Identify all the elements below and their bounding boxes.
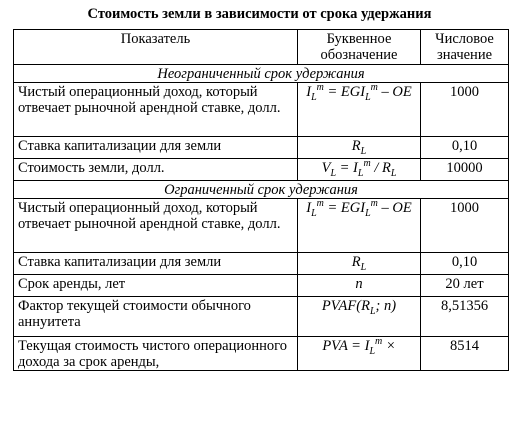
table-row: [14, 83, 509, 137]
row-value: 8514: [421, 337, 509, 371]
section-label: Ограниченный срок удержания: [14, 181, 509, 199]
row-value: 8,51356: [421, 297, 509, 337]
table-row: [14, 297, 509, 337]
row-value: 0,10: [421, 253, 509, 275]
row-formula: $R_L$: [298, 137, 421, 159]
header-value: Числовое значение: [421, 30, 509, 65]
table-row: [14, 137, 509, 159]
row-value: 0,10: [421, 137, 509, 159]
row-indicator: Стоимость земли, долл.: [14, 159, 298, 181]
table-row: [14, 275, 509, 297]
header-symbol: Буквенное обозначение: [298, 30, 421, 65]
row-formula: $I_L^m = EGI_L^m$ – OE: [298, 83, 421, 137]
table-row: [14, 199, 509, 253]
row-indicator: Ставка капитализации для земли: [14, 137, 298, 159]
row-formula: PVA = $I_L^m$ ×: [298, 337, 421, 371]
row-indicator: Ставка капитализации для земли: [14, 253, 298, 275]
row-indicator: Фактор текущей стоимости обычного аннуитета: [14, 297, 298, 337]
row-formula: $I_L^m = EGI_L^m$ – OE: [298, 199, 421, 253]
row-formula: $V_L = I_L^m / R_L$: [298, 159, 421, 181]
row-formula: $PVAF(R_L$; n): [298, 297, 421, 337]
land-value-table: [13, 29, 509, 371]
header-indicator: Показатель: [14, 30, 298, 65]
row-value: 10000: [421, 159, 509, 181]
row-value: 1000: [421, 199, 509, 253]
row-indicator: Чистый операционный доход, который отвечает рыночной арендной ставке, долл.: [14, 83, 298, 137]
table-row: [14, 159, 509, 181]
section-row-limited: [14, 181, 509, 199]
table-row: [14, 337, 509, 371]
table-title: Стоимость земли в зависимости от срока удержания: [87, 6, 432, 22]
table-row: [14, 253, 509, 275]
header-row: [14, 30, 509, 65]
section-row-unlimited: [14, 65, 509, 83]
row-value: 20 лет: [421, 275, 509, 297]
row-indicator: Срок аренды, лет: [14, 275, 298, 297]
row-value: 1000: [421, 83, 509, 137]
row-indicator: Чистый операционный доход, который отвечает рыночной арендной ставке, долл.: [14, 199, 298, 253]
row-indicator: Текущая стоимость чистого операционного дохода за срок аренды,: [14, 337, 298, 371]
section-label: Неограниченный срок удержания: [14, 65, 509, 83]
row-formula: n: [298, 275, 421, 297]
row-formula: $R_L$: [298, 253, 421, 275]
